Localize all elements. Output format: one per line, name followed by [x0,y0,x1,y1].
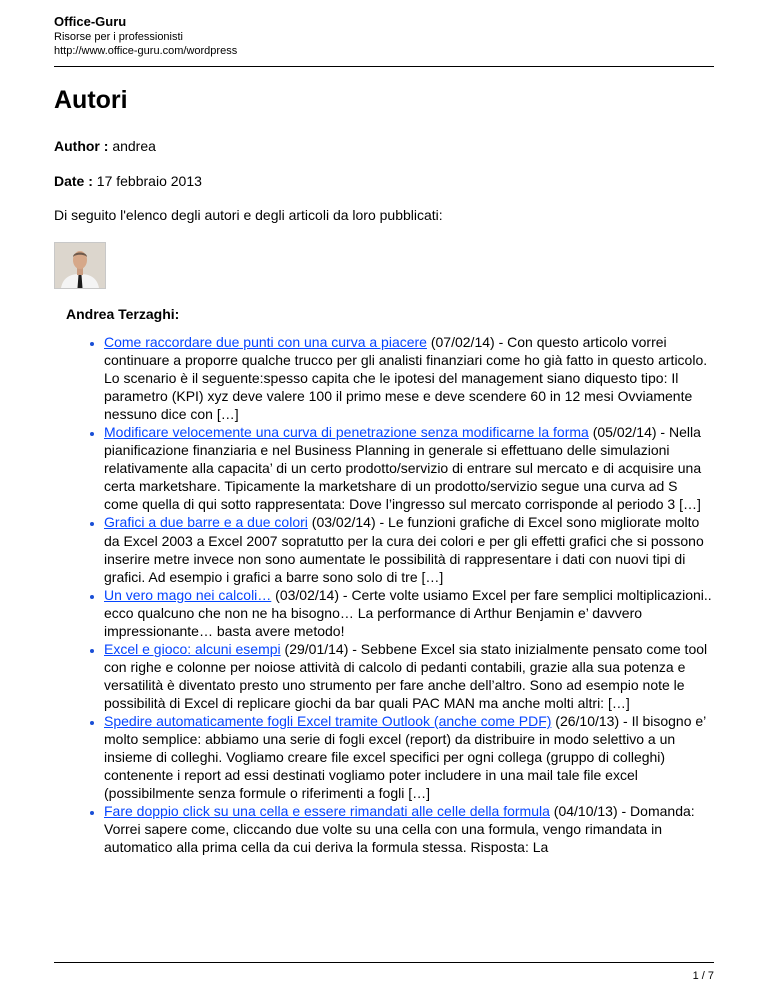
site-header [54,14,714,58]
article-link[interactable]: Grafici a due barre e a due colori [104,514,308,531]
list-item [104,640,714,712]
author-photo [54,242,106,289]
article-list [104,333,714,856]
article-summary: (03/02/14) - Le funzioni grafiche di Excel sono migliorate molto da Excel 2003 a Excel 2007 sopratutto per la cura dei colori e per gli effetti grafici che si possono inserire metre invece non sono aumentate le possibilità di rappresentare i dati con nuovi tipi di grafici. Ad esempio i grafici a barre sono solo di tre […] [104,514,704,585]
list-item [104,586,714,640]
page-title: Autori [54,86,128,114]
list-item [104,423,714,513]
site-tagline: Risorse per i professionisti [54,31,183,43]
author-name: Andrea Terzaghi: [66,306,180,322]
date-meta [54,172,202,190]
author-value: andrea [112,138,156,154]
footer-divider [54,962,714,963]
article-link[interactable]: Spedire automaticamente fogli Excel tramite Outlook (anche come PDF) [104,712,552,729]
header-divider [54,66,714,67]
author-meta [54,137,156,155]
page-number: 1 / 7 [692,970,714,982]
article-link[interactable]: Fare doppio click su una cella e essere rimandati alle celle della formula [104,803,550,820]
article-summary: (04/10/13) - Domanda: Vorrei sapere come, cliccando due volte su una cella con una formula, vengo rimandata in automatico alla prima cella da cui deriva la formula stessa. Risposta: La [104,803,695,856]
site-name: Office-Guru [54,14,127,29]
article-link[interactable]: Modificare velocemente una curva di penetrazione senza modificarne la forma [104,424,589,441]
document-page [54,0,714,994]
date-value: 17 febbraio 2013 [96,173,202,189]
author-photo-image [55,243,105,288]
article-summary: (29/01/14) - Sebbene Excel sia stato inizialmente pensato come tool con righe e colonne per noiose attività di calcolo di pedanti contabili, grazie alla sua potenza e versatilità è diventato presto uno strumento per fare anche dell’altro. Sono ad esempio note le possibilità di Excel di replicare giochi da bar quali PAC MAN ma anche molti altri: […] [104,640,708,711]
article-summary: (07/02/14) - Con questo articolo vorrei continuare a proporre qualche trucco per gli analisti finanziari come ho già fatto in questo articolo. Lo scenario è il seguente:spesso capita che le ipotesi del management siano diquesto tipo: Il parametro (KPI) xyz deve valere 100 il primo mese e deve scendere 60 in 12 mesi Ovviamente nessuno dice con […] [104,334,708,423]
article-summary: (03/02/14) - Certe volte usiamo Excel per fare semplici moltiplicazioni.. ecco qualcuno che non ne ha bisogno… La performance di Arthur Benjamin e’ davvero impressionante… basta avere metodo! [104,586,712,639]
article-link[interactable]: Un vero mago nei calcoli… [104,586,272,603]
list-item [104,333,714,423]
list-item [104,802,714,856]
list-item [104,513,714,585]
author-label: Author : [54,138,109,154]
site-url: http://www.office-guru.com/wordpress [54,45,238,57]
article-summary: (26/10/13) - Il bisogno e’ molto semplice: abbiamo una serie di fogli excel (report) da distribuire in modo selettivo a un insieme di colleghi. Vogliamo creare file excel specifici per ogni collega (gruppo di colleghi) contenente i report ad essi destinati vogliamo poter includere in una mail tale file excel (possibilmente senza formule o riferimenti a fogli […] [104,712,706,802]
list-item [104,712,714,802]
article-link[interactable]: Excel e gioco: alcuni esempi [104,640,281,657]
article-summary: (05/02/14) - Nella pianificazione finanziaria e nel Business Planning in generale si effettuano delle simulazioni relativamente alla capacita’ di un certo prodotto/servizio di entrare sul mercato e di acquisire una certa marketshare. Tipicamente la marketshare di un prodotto/servizio segue una curva ad S come quella di qui sotto rappresentata: Dove l’ingresso sul mercato corrisponde al periodo 3 […] [104,424,702,513]
article-link[interactable]: Come raccordare due punti con una curva a piacere [104,334,427,350]
date-label: Date : [54,173,93,189]
intro-text: Di seguito l'elenco degli autori e degli articoli da loro pubblicati: [54,207,443,223]
